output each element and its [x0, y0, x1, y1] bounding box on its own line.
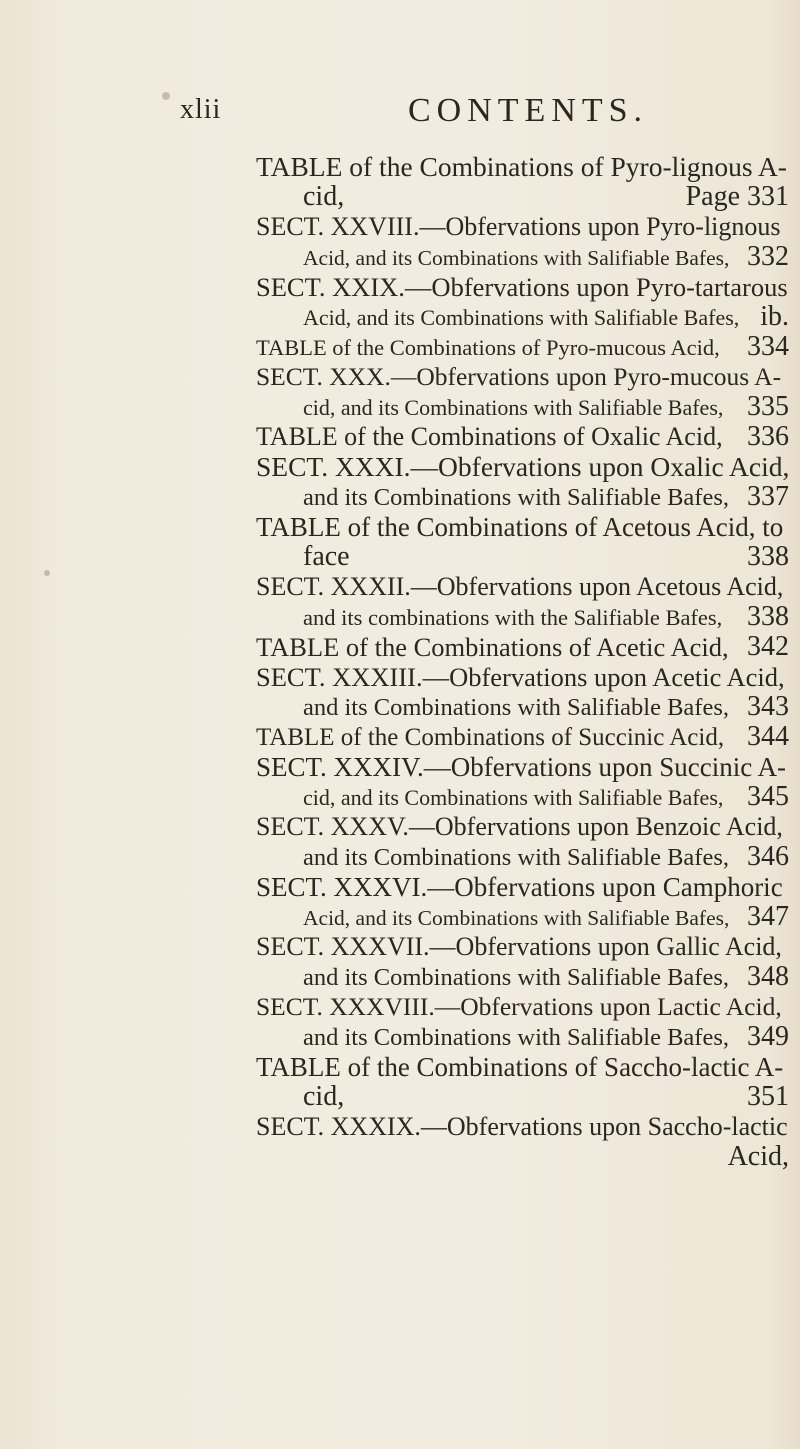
entry-title-line: [256, 332, 789, 362]
entry-title-line: [256, 632, 789, 662]
entry-page-number: 337: [747, 481, 789, 512]
entry-page-number: 351: [747, 1081, 789, 1112]
entry-continuation-line: [256, 182, 789, 212]
entry-text: SECT. XXVIII.—Obfervations upon Pyro-lignous: [256, 212, 781, 241]
entry-text: and its Combinations with Salifiable Bafes,: [303, 1024, 729, 1051]
entry-title-line: [256, 212, 789, 242]
entry-text: and its combinations with the Salifiable Bafes,: [303, 605, 723, 630]
entry-text: Acid, and its Combinations with Salifiable Bafes,: [303, 305, 740, 330]
entry-page-number: 338: [747, 601, 789, 632]
entry-page-number: 347: [747, 901, 789, 932]
entry-text: cid, and its Combinations with Salifiable Bafes,: [303, 785, 724, 810]
entry-continuation-line: [256, 962, 789, 992]
folio-number: xlii: [180, 94, 222, 125]
entry-continuation-line: [256, 782, 789, 812]
entry-text: SECT. XXXII.—Obfervations upon Acetous Acid,: [256, 572, 784, 601]
entry-text: and its Combinations with Salifiable Bafes,: [303, 694, 729, 721]
entry-text: and its Combinations with Salifiable Bafes,: [303, 964, 729, 991]
entry-title-line: [256, 662, 789, 692]
entry-title-line: [256, 422, 789, 452]
entry-title-line: [256, 752, 789, 782]
entry-text: SECT. XXXIV.—Obfervations upon Succinic A-: [256, 752, 786, 782]
entry-text: SECT. XXXVII.—Obfervations upon Gallic Acid,: [256, 932, 782, 961]
entry-text: SECT. XXXVIII.—Obfervations upon Lactic Acid,: [256, 992, 782, 1021]
entry-title-line: [256, 722, 789, 752]
entry-page-number: 342: [747, 631, 789, 662]
entry-title-line: [256, 932, 789, 962]
entry-text: and its Combinations with Salifiable Bafes,: [303, 844, 729, 871]
entry-continuation-line: [256, 1082, 789, 1112]
entry-page-number: 344: [747, 721, 789, 752]
entry-title-line: [256, 872, 789, 902]
running-head: CONTENTS.: [408, 92, 649, 129]
entry-text: face: [303, 541, 350, 572]
entry-text: cid,: [303, 181, 345, 212]
catchword-line: [256, 1142, 789, 1172]
ink-spot: [44, 570, 50, 576]
page-header: [180, 92, 700, 132]
entry-title-line: [256, 992, 789, 1022]
ink-spot: [162, 92, 170, 100]
entry-text: Acid, and its Combinations with Salifiable Bafes,: [303, 906, 730, 930]
entry-continuation-line: [256, 482, 789, 512]
entry-continuation-line: [256, 842, 789, 872]
entry-title-line: [256, 812, 789, 842]
entry-continuation-line: [256, 242, 789, 272]
entry-title-line: [256, 1052, 789, 1082]
entry-text: TABLE of the Combinations of Saccho-lactic A-: [256, 1052, 784, 1082]
entry-page-number: 346: [747, 841, 789, 872]
entry-page-number: 336: [747, 421, 789, 452]
entry-continuation-line: [256, 902, 789, 932]
entry-title-line: [256, 272, 789, 302]
entry-page-number: 343: [747, 691, 789, 722]
contents-list: [256, 152, 789, 1172]
entry-text: TABLE of the Combinations of Acetous Acid, to: [256, 512, 784, 542]
entry-page-number: 349: [747, 1021, 789, 1052]
entry-title-line: [256, 572, 789, 602]
entry-text: SECT. XXXIII.—Obfervations upon Acetic Acid,: [256, 662, 785, 692]
entry-title-line: [256, 512, 789, 542]
entry-text: cid, and its Combinations with Salifiable Bafes,: [303, 395, 724, 420]
entry-text: SECT. XXXV.—Obfervations upon Benzoic Acid,: [256, 812, 783, 841]
entry-page-number: 335: [747, 391, 789, 422]
entry-text: TABLE of the Combinations of Oxalic Acid,: [256, 422, 723, 451]
entry-text: SECT. XXX.—Obfervations upon Pyro-mucous A-: [256, 362, 782, 391]
entry-page-number: 345: [747, 781, 789, 812]
entry-page-number: ib.: [760, 301, 789, 332]
entry-continuation-line: [256, 1022, 789, 1052]
entry-continuation-line: [256, 692, 789, 722]
entry-continuation-line: [256, 542, 789, 572]
catchword: Acid,: [727, 1141, 789, 1172]
entry-title-line: [256, 152, 789, 182]
entry-text: SECT. XXXIX.—Obfervations upon Saccho-lactic: [256, 1112, 788, 1141]
entry-title-line: [256, 362, 789, 392]
entry-continuation-line: [256, 602, 789, 632]
entry-title-line: [256, 452, 789, 482]
entry-continuation-line: [256, 302, 789, 332]
entry-text: cid,: [303, 1081, 345, 1112]
entry-text: TABLE of the Combinations of Pyro-lignous A-: [256, 151, 787, 182]
entry-text: and its Combinations with Salifiable Bafes,: [303, 484, 729, 511]
entry-page-number: Page 331: [685, 181, 789, 212]
entry-page-number: 348: [747, 961, 789, 992]
entry-text: SECT. XXXI.—Obfervations upon Oxalic Acid,: [256, 451, 790, 482]
entry-text: TABLE of the Combinations of Succinic Acid,: [256, 724, 725, 751]
entry-text: TABLE of the Combinations of Acetic Acid,: [256, 632, 729, 662]
entry-text: TABLE of the Combinations of Pyro-mucous Acid,: [256, 335, 720, 360]
entry-page-number: 332: [747, 241, 789, 272]
entry-text: Acid, and its Combinations with Salifiable Bafes,: [303, 246, 730, 270]
entry-text: SECT. XXIX.—Obfervations upon Pyro-tartarous: [256, 272, 788, 302]
entry-continuation-line: [256, 392, 789, 422]
entry-page-number: 334: [747, 331, 789, 362]
entry-page-number: 338: [747, 541, 789, 572]
entry-title-line: [256, 1112, 789, 1142]
entry-text: SECT. XXXVI.—Obfervations upon Camphoric: [256, 872, 783, 902]
